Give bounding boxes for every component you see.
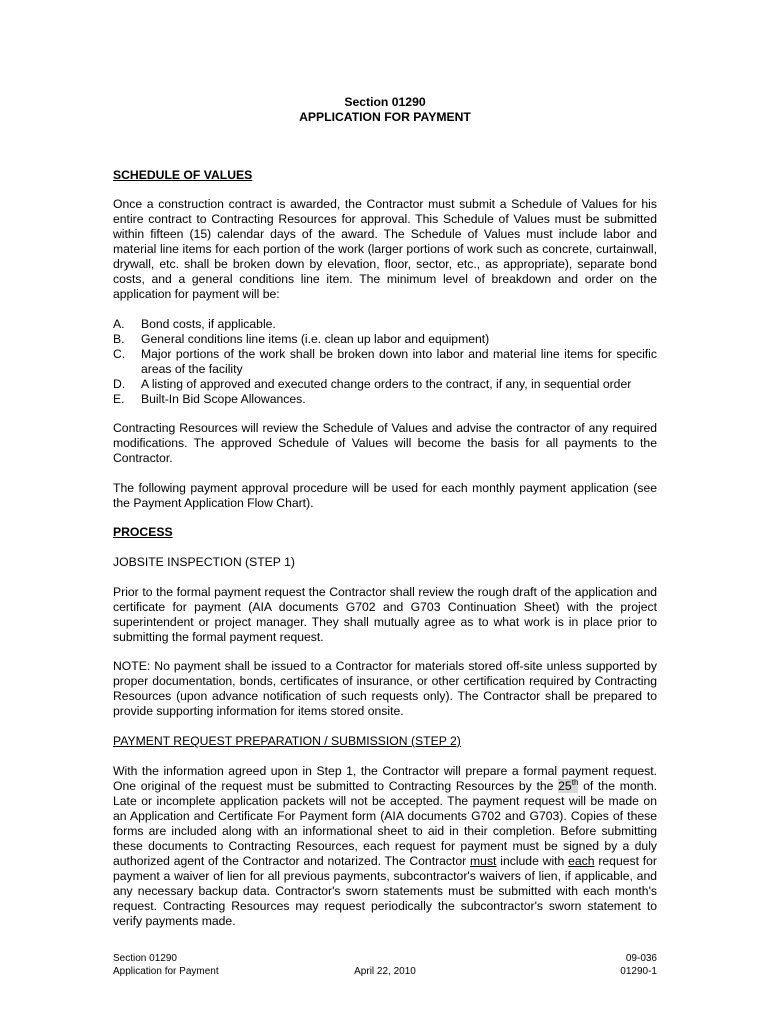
list-item-text: Major portions of the work shall be broken down into labor and material line items for specific areas of the facility	[141, 347, 657, 376]
step2-paragraph	[113, 764, 657, 929]
list-item-text: Bond costs, if applicable.	[141, 317, 276, 331]
list-item-letter: A.	[113, 317, 125, 331]
list-item	[113, 317, 657, 332]
emphasis-each: each	[568, 854, 595, 868]
step2-text-part3: include with	[496, 854, 569, 868]
step1-paragraph: Prior to the formal payment request the Contractor shall review the rough draft of the application and certificate for payment (AIA documents G702 and G703 Continuation Sheet) with the project superintendent or project manager. They shall mutually agree as to what work is in place prior to submitting the formal payment request.	[113, 585, 657, 644]
footer-title: Application for Payment	[113, 966, 219, 977]
breakdown-list	[113, 317, 657, 407]
schedule-heading: SCHEDULE OF VALUES	[113, 168, 253, 182]
list-item-letter: E.	[113, 392, 125, 406]
footer-project-number: 09-036	[625, 953, 657, 964]
due-day: 25	[558, 779, 572, 793]
footer-left	[113, 952, 219, 978]
section-number: Section 01290	[344, 95, 426, 109]
procedure-paragraph: The following payment approval procedure will be used for each monthly payment application (see the Payment Application Flow Chart).	[113, 481, 657, 510]
schedule-intro-paragraph: Once a construction contract is awarded, the Contractor must submit a Schedule of Values for his entire contract to Contracting Resources for approval. This Schedule of Values must be submitted within fifteen (15) calendar days of the award. The Schedule of Values must include labor and material line items for each portion of the work (larger portions of work such as concrete, curtainwall, drywall, etc. shall be broken down by elevation, floor, sector, etc., as appropriate), separate bond costs, and a general conditions line item. The minimum level of breakdown and order on the application for payment will be:	[113, 197, 657, 301]
list-item-text: General conditions line items (i.e. clean up labor and equipment)	[141, 332, 490, 346]
list-item-text: A listing of approved and executed change orders to the contract, if any, in sequential order	[141, 377, 632, 391]
note-paragraph: NOTE: No payment shall be issued to a Contractor for materials stored off-site unless supported by proper documentation, bonds, certificates of insurance, or other certification required by Contracting Resources (upon advance notification of such requests only). The Contractor shall be prepared to provide supporting information for items stored onsite.	[113, 659, 657, 718]
list-item	[113, 347, 657, 377]
due-day-highlight	[558, 779, 578, 793]
process-heading: PROCESS	[113, 525, 173, 539]
emphasis-must: must	[470, 854, 497, 868]
list-item	[113, 332, 657, 347]
footer-right	[620, 952, 657, 978]
step2-text-part4: request for payment a waiver of lien for all previous payments, subcontractor's waivers of lien, if applicable, and any necessary backup data. Contractor's sworn statements must be submitted with each month's request. Contracting Resources may request periodically the subcontractor's sworn statement to verify payments made.	[113, 854, 657, 928]
document-header	[0, 95, 770, 125]
step2-title: PAYMENT REQUEST PREPARATION / SUBMISSION (STEP 2)	[113, 734, 461, 748]
list-item	[113, 377, 657, 392]
list-item-letter: C.	[113, 347, 126, 361]
list-item	[113, 392, 657, 407]
review-paragraph: Contracting Resources will review the Schedule of Values and advise the contractor of any required modifications. The approved Schedule of Values will become the basis for all payments to the Contractor.	[113, 421, 657, 465]
document-title: APPLICATION FOR PAYMENT	[299, 110, 471, 124]
footer-date: April 22, 2010	[354, 966, 416, 977]
step2-text-part1: With the information agreed upon in Step 1, the Contractor will prepare a formal payment request. One original of the request must be submitted to Contracting Resources by the	[113, 764, 657, 793]
list-item-letter: B.	[113, 332, 125, 346]
step2-text-part2: of the month. Late or incomplete application packets will not be accepted. The payment request will be made on an Application and Certificate For Payment form (AIA documents G702 and G703). Copies of these forms are included along with an informational sheet to aid in their completion. Before submitting these documents to Contracting Resources, each request for payment must be signed by a duly authorized agent of the Contractor and notarized. The Contractor	[113, 779, 657, 868]
footer-page-number: 01290-1	[620, 966, 657, 977]
list-item-text: Built-In Bid Scope Allowances.	[141, 392, 306, 406]
list-item-letter: D.	[113, 377, 126, 391]
footer-section: Section 01290	[113, 953, 177, 964]
step1-title: JOBSITE INSPECTION (STEP 1)	[113, 555, 295, 569]
due-day-suffix: th	[571, 777, 579, 787]
